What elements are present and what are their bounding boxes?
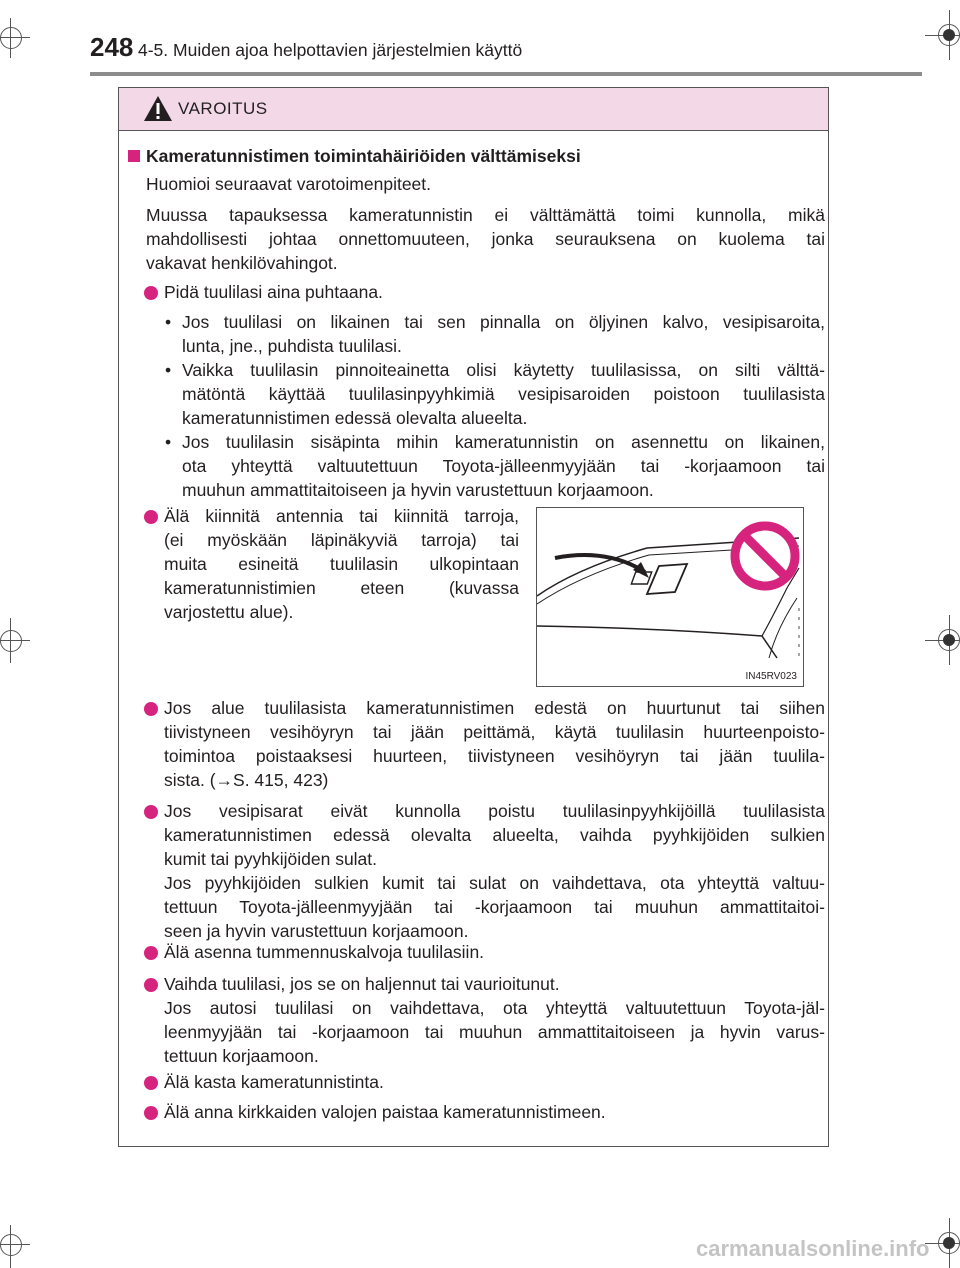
page-header [90, 30, 920, 76]
bullet-dot-icon [144, 1076, 158, 1090]
list-item-line: sista. (→S. 415, 423) [164, 770, 329, 790]
intro-text: Huomioi seuraavat varotoimenpiteet. [146, 174, 432, 194]
sub-bullet-icon: • [165, 312, 172, 332]
bullet-dot-icon [144, 510, 158, 524]
bullet-dot-icon [144, 702, 158, 716]
list-item-line: Jos autosi tuulilasi on vaihdettava, ota yhteyttä valtuutettuun Toyota-jäl- [164, 998, 825, 1018]
list-item-line: tettuun Toyota-jälleenmyyjään tai -korjaamoon tai muuhun ammattitaitoi- [164, 897, 825, 917]
bullet-dot-icon [144, 1106, 158, 1120]
list-item-line: Vaihda tuulilasi, jos se on haljennut tai vaurioitunut. [164, 974, 560, 994]
figure-code: IN45RV023 [745, 671, 797, 682]
list-item-line: tiivistyneen vesihöyryn tai jään peittämä, käytä tuulilasin huurteenpoisto- [164, 722, 825, 742]
sub-item-line: lunta, jne., puhdista tuulilasi. [182, 336, 402, 356]
windshield-illustration [536, 507, 804, 687]
sub-item-line: ota yhteyttä valtuutettuun Toyota-jälleenmyyjään tai -korjaamoon tai [182, 456, 825, 476]
chapter-title: 4-5. Muiden ajoa helpottavien järjestelmien käyttö [138, 40, 523, 60]
intro-paragraph-line: mahdollisesti johtaa onnettomuuteen, jonka seurauksena on kuolema tai [146, 229, 825, 249]
list-item-line: tettuun korjaamoon. [164, 1046, 319, 1066]
sub-bullet-icon: • [165, 360, 172, 380]
warning-header [119, 88, 828, 131]
bullet-dot-icon [144, 805, 158, 819]
list-item-line: kumit tai pyyhkijöiden sulat. [164, 849, 378, 869]
list-item-text: Pidä tuulilasi aina puhtaana. [164, 282, 383, 302]
sub-item-line: Vaikka tuulilasin pinnoiteainetta olisi käytetty tuulilasissa, on silti välttä- [182, 360, 825, 380]
list-item-line: Älä kiinnitä antennia tai kiinnitä tarroja, [164, 506, 519, 526]
sub-item-line: kameratunnistimen edessä olevalta alueelta. [182, 408, 528, 428]
list-item-text: Älä kasta kameratunnistinta. [164, 1072, 384, 1092]
list-item-line: (ei myöskään läpinäkyviä tarroja) tai [164, 530, 519, 550]
bullet-dot-icon [144, 978, 158, 992]
intro-paragraph-line: vakavat henkilövahingot. [146, 253, 338, 273]
list-item-line: leenmyyjään tai -korjaamoon tai muuhun ammattitaitoiseen ja hyvin varus- [164, 1022, 825, 1042]
section-title: Kameratunnistimen toimintahäiriöiden välttämiseksi [146, 146, 581, 166]
list-item-line: kameratunnistimien eteen (kuvassa [164, 578, 519, 598]
section-square-icon [128, 150, 140, 162]
sub-item-line: Jos tuulilasi on likainen tai sen pinnalla on öljyinen kalvo, vesipisaroita, [182, 312, 825, 332]
bullet-dot-icon [144, 946, 158, 960]
intro-paragraph-line: Muussa tapauksessa kameratunnistin ei välttämättä toimi kunnolla, mikä [146, 205, 825, 225]
list-item-line: Jos pyyhkijöiden sulkien kumit tai sulat on vaihdettava, ota yhteyttä valtuu- [164, 873, 825, 893]
sub-bullet-icon: • [165, 432, 172, 452]
watermark: carmanualsonline.info [696, 1236, 930, 1261]
sub-item-line: muuhun ammattitaitoiseen ja hyvin varustettuun korjaamoon. [182, 480, 654, 500]
list-item-line: seen ja hyvin varustettuun korjaamoon. [164, 921, 469, 941]
bullet-dot-icon [144, 286, 158, 300]
warning-triangle-icon [143, 95, 173, 122]
page-number: 248 [90, 32, 134, 62]
list-item-line: kameratunnistimen edessä olevalta alueelta, vaihda pyyhkijöiden sulkien [164, 825, 825, 845]
sub-item-line: Jos tuulilasin sisäpinta mihin kameratunnistin on asennettu on likainen, [182, 432, 825, 452]
list-item-line: toimintoa poistaaksesi huurteen, tiivistyneen vesihöyryn tai jään tuulila- [164, 746, 825, 766]
header-rule [90, 72, 922, 76]
list-item-line: muita esineitä tuulilasin ulkopintaan [164, 554, 519, 574]
list-item-text: Älä anna kirkkaiden valojen paistaa kameratunnistimeen. [164, 1102, 606, 1122]
list-item-line: Jos alue tuulilasista kameratunnistimen edestä on huurtunut tai siihen [164, 698, 825, 718]
list-item-line: Jos vesipisarat eivät kunnolla poistu tuulilasinpyyhkijöillä tuulilasista [164, 801, 825, 821]
windshield-drawing [537, 508, 803, 686]
list-item-line: varjostettu alue). [164, 602, 294, 622]
warning-label: VAROITUS [178, 99, 268, 118]
sub-item-line: mätöntä käyttää tuulilasinpyyhkimiä vesipisaroiden poistoon tuulilasista [182, 384, 825, 404]
list-item-text: Älä asenna tummennuskalvoja tuulilasiin. [164, 942, 485, 962]
